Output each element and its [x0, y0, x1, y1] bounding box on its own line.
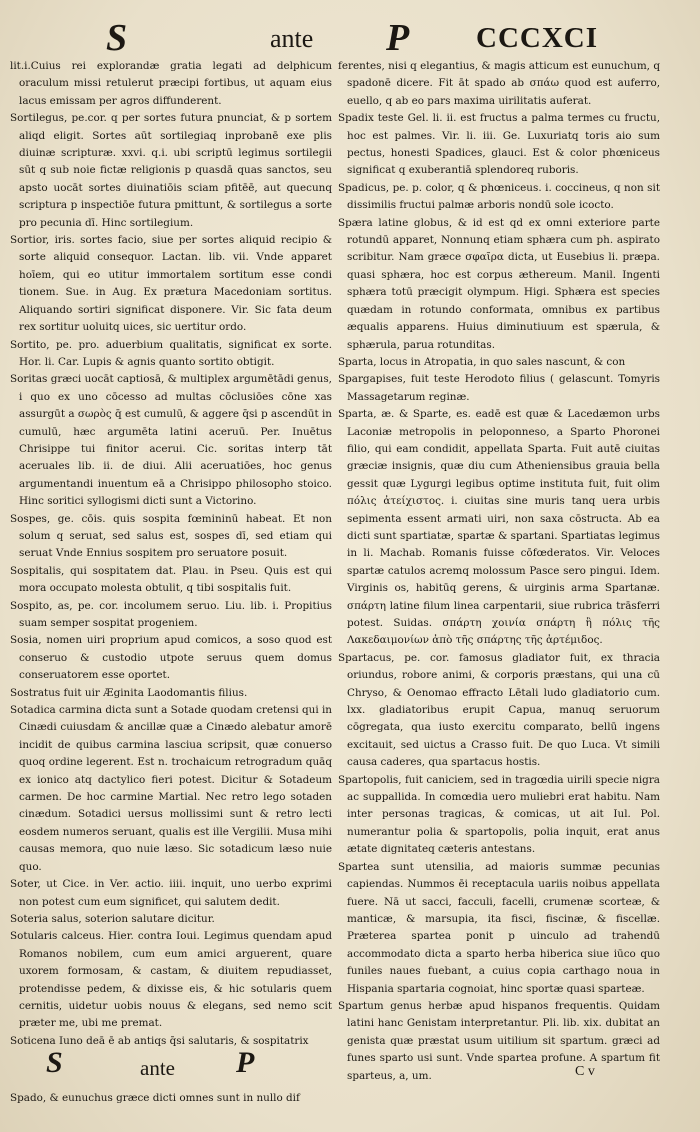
- dictionary-entry: Spartea sunt utensilia, ad maioris summæ pecunias capiendas. Nummos ēi receptacula uariis noibus appellata fuere. Nā ut sacci, facculi, facelli, crumenæ scorteæ, & manticæ, & marsupia, ita fisci, fiscinæ, & fiscellæ. Præterea spartea ponit p uinculo ad trahendū accommodato dicta a sparto herba hiberica siue iūco quo funiles naues fuebant, a cuius copia carthago noua in Hispania spartaria cognoiat, hinc sportæ quasi sparteæ.: [338, 860, 660, 995]
- left-column: [10, 58, 332, 1108]
- dictionary-entry: Soter, ut Cice. in Ver. actio. iiii. inquit, uno uerbo exprimi non potest cum eum significet, qui salutem dedit.: [10, 878, 332, 908]
- right-column: [338, 58, 660, 1085]
- dictionary-entry: Spæra latine globus, & id est qd ex omni exteriore parte rotundū apparet, Nonnunq etiam sphæra cum ph. aspirato scribitur. Nam græce σφαῖρα dicta, ut Eusebius li. præpa. quasi sphæra, hoc est corpus æthereum. Manil. Ingenti sphæra totū præcigit olympum. Higi. Sphæra est species quædam in rotundo conformata, omnibus ex partibus æqualis apparens. Huius diminutiuum est spærula, & sphærula, parua rotunditas.: [338, 216, 660, 351]
- section-letter-right: P: [236, 1046, 255, 1080]
- dictionary-entry: Sortilegus, pe.cor. q per sortes futura pnunciat, & p sortem aliqd eligit. Sortes aūt sortilegiaq inprobanē exe plis diuinæ scripturæ. xxvi. q.i. ubi scriptū legimus sortilegii sūt q sub noie fictæ religionis p quasdā quas sanctos, seu apsto uocāt sortes diuinatiōis sciam pfitēē, aut quecunq scriptura p inspectiōe futura pmittunt, & sortilegus a sorte pro pecunia dī. Hinc sortilegium.: [10, 112, 332, 229]
- dictionary-entry: Spado, & eunuchus græce dicti omnes sunt in nullo dif: [10, 1092, 300, 1105]
- section-heading: [10, 1046, 332, 1088]
- dictionary-entry: Sparta, æ. & Sparte, es. eadē est quæ & Lacedæmon urbs Laconiæ metropolis in peloponneso, a Sparto Phoronei filio, qui eam condidit, appellata Sparta. Fuit autē ciuitas græciæ insignis, quæ diu cum Atheniensibus grauia bella gessit quæ Lygurgi legibus optime instituta fuit, fuit olim πόλις ἀτείχιστος. i. ciuitas sine muris tanq uera urbis sepimenta essent armati uiri, non saxa cōstructa. Ab ea dicti sunt spartiatæ, spartæ & spartani. Spartiatas legimus in li. Machab. Romanis fuisse cōfœderatos. Vir. Veloces spartæ catulos acremq molossum Pasce sero pingui. Idem. Virginis os, habitūq gerens, & uirginis arma Spartanæ. σπάρτη latine filum linea carpentarii, siue rubrica trāsferri potest. Suidas. σπάρτη χοινία σπάρτη ἢ πόλις τῆς Λακεδαιμονίων ἀπὸ τῆς σπάρτης τῆς ἀρτέμιδος.: [338, 408, 660, 647]
- dictionary-entry: Soticena Iuno deā ē ab antiqs q̄si salutaris, & sospitatrix: [10, 1034, 309, 1047]
- dictionary-entry: Sostratus fuit uir Æginita Laodomantis filius.: [10, 686, 248, 699]
- dictionary-entry: Sotadica carmina dicta sunt a Sotade quodam cretensi qui in Cinædi cuiusdam & ancillæ quæ a Cinædo alebatur amorē incidit de quibus carmina lasciua scripsit, quæ conuerso quoq ordine legerent. Est n. trochaicum retrogradum quāq ex ionico atq dactylico fieri potest. Dicitur & Sotadeum carmen. De hoc carmine Martial. Nec retro lego sotaden cinædum. Sotadici uersus mollissimi sunt & retro lecti eosdem numeros seruant, qualis est ille Vergilii. Musa mihi causas memora, quo nuie læso. Sic sotadicum læso nuie quo.: [10, 704, 332, 873]
- dictionary-entry: lit.i.Cuius rei explorandæ gratia legati ad delphicum oraculum missi retulerut præcipi fortibus, ut aquam eius lacus emissam per agros diffunderent.: [10, 60, 332, 107]
- dictionary-entry: ferentes, nisi q elegantius, & magis atticum est eunuchum, q spadonē dicere. Fit āt spado ab σπάω quod est auferro, euello, q ab eo pars maxima uirilitatis auferat.: [338, 60, 660, 107]
- dictionary-entry: Sotularis calceus. Hier. contra Ioui. Legimus quendam apud Romanos nobilem, cum eum amici arguerent, quare uxorem formosam, & castam, & diuitem repudiasset, protendisse pedem, & dixisse eis, & hic sotularis quem cernitis, uidetur uobis nouus & elegans, sed nemo scit præter me, ubi me premat.: [10, 930, 332, 1030]
- dictionary-entry: Spadix teste Gel. li. ii. est fructus a palma termes cu fructu, hoc est palmes. Vir. li. iii. Ge. Luxuriatq toris aio sum pectus, honesti Spadices, glauci. Est & color phœniceus significat q exuberantiā splendoreq ruboris.: [338, 112, 660, 177]
- folio-number: CCCXCI: [476, 22, 598, 54]
- head-word: ante: [270, 24, 314, 53]
- dictionary-entry: Spartum genus herbæ apud hispanos frequentis. Quidam latini hanc Genistam interpretantur. Pli. lib. xix. dubitat an genista quæ præstat usum uitilium sit spartum. græci ad funes sparto usi sunt. Vnde spartea profune. A spartum fit sparteus, a, um.: [338, 999, 660, 1082]
- dictionary-entry: Spargapises, fuit teste Herodoto filius ( gelascunt. Tomyris Massagetarum reginæ.: [338, 373, 660, 403]
- dictionary-entry: Spadicus, pe. p. color, q & phœniceus. i. coccineus, q non sit dissimilis fructui palmæ arboris nondū sole icocto.: [338, 181, 660, 212]
- dictionary-entry: Soteria salus, soterion salutare dicitur.: [10, 912, 215, 925]
- head-letter-right: P: [386, 17, 410, 59]
- head-letter-left: S: [106, 17, 128, 59]
- dictionary-entry: Sortito, pe. pro. aduerbium qualitatis, significat ex sorte. Hor. li. Car. Lupis & agnis quanto sortito obtigit.: [10, 338, 332, 368]
- dictionary-entry: Sortior, iris. sortes facio, siue per sortes aliquid recipio & sorte aliquid consequor. Lactan. lib. vii. Vnde apparet hoīem, qui eo utitur immortalem sortitum esse condi tionem. Sue. in Aug. Ex prætura Macedoniam sortitus. Aliquando sortiri significat disponere. Vir. Sic fata deum rex sortitur uoluitq uices, sic uertitur ordo.: [10, 234, 332, 334]
- dictionary-entry: Sospes, ge. cōis. quis sospita fœmininū habeat. Et non solum q seruat, sed salus est, sospes dī, sed etiam qui seruat Vnde Ennius sospitem pro seruatore posuit.: [10, 512, 332, 560]
- dictionary-entry: Spartopolis, fuit caniciem, sed in tragœdia uirili specie nigra ac suppallida. In comœdia uero muliebri erat habitu. Nam inter personas tragicas, & comicas, ut ait Iul. Pol. numerantur polia & spartopolis, polia inquit, erat anus ætate dignitateq cæteris antestans.: [338, 773, 660, 856]
- dictionary-entry: Soritas græci uocāt captiosā, & multiplex argumētādi genus, i quo ex uno cōcesso ad multas cōclusiōes cōne xas assurgūt a σωρὸς q̄ est cumulū, & aggere q̄si p ascendūt in cumulū, hæc argumēta latini aceruū. Per. Inuētus Chrisippe tui finitor acerui. Cic. soritas interp tāt aceruales lib. ii. de diui. Alii aceruatiōes, hoc genus argumentandi inuentum eā a Chrisippo philosopho stoico. Hinc soritici syllogismi dicti sunt a Victorino.: [10, 373, 332, 508]
- signature-mark: C v: [575, 1064, 595, 1079]
- dictionary-entry: Sosia, nomen uiri proprium apud comicos, a soso quod est conseruo & custodio utpote seruus quem domus conseruatorem esse oportet.: [10, 634, 332, 682]
- running-head: [0, 16, 700, 60]
- dictionary-entry: Sospitalis, qui sospitatem dat. Plau. in Pseu. Quis est qui mora occupato molesta obtulit, q tibi sospitalis fuit.: [10, 564, 332, 595]
- section-letter-left: S: [46, 1046, 63, 1080]
- dictionary-entry: Sparta, locus in Atropatia, in quo sales nascunt, & con: [338, 355, 626, 368]
- section-word: ante: [140, 1056, 175, 1081]
- dictionary-entry: Spartacus, pe. cor. famosus gladiator fuit, ex thracia oriundus, robore animi, & corporis præstans, qui una cū Chryso, & Oenomao effracto Lētali ludo gladiatorio cum. lxx. gladiatoribus erupit Capua, manuq seruorum cōgregata, qua iusto exercitu comparato, bellū ingens excitauit, sed uictus a Crasso fuit. De quo Luca. Vt simili causa caderes, qua spartacus hostis.: [338, 651, 660, 769]
- dictionary-entry: Sospito, as, pe. cor. incolumem seruo. Liu. lib. i. Propitius suam semper sospitat progeniem.: [10, 599, 332, 629]
